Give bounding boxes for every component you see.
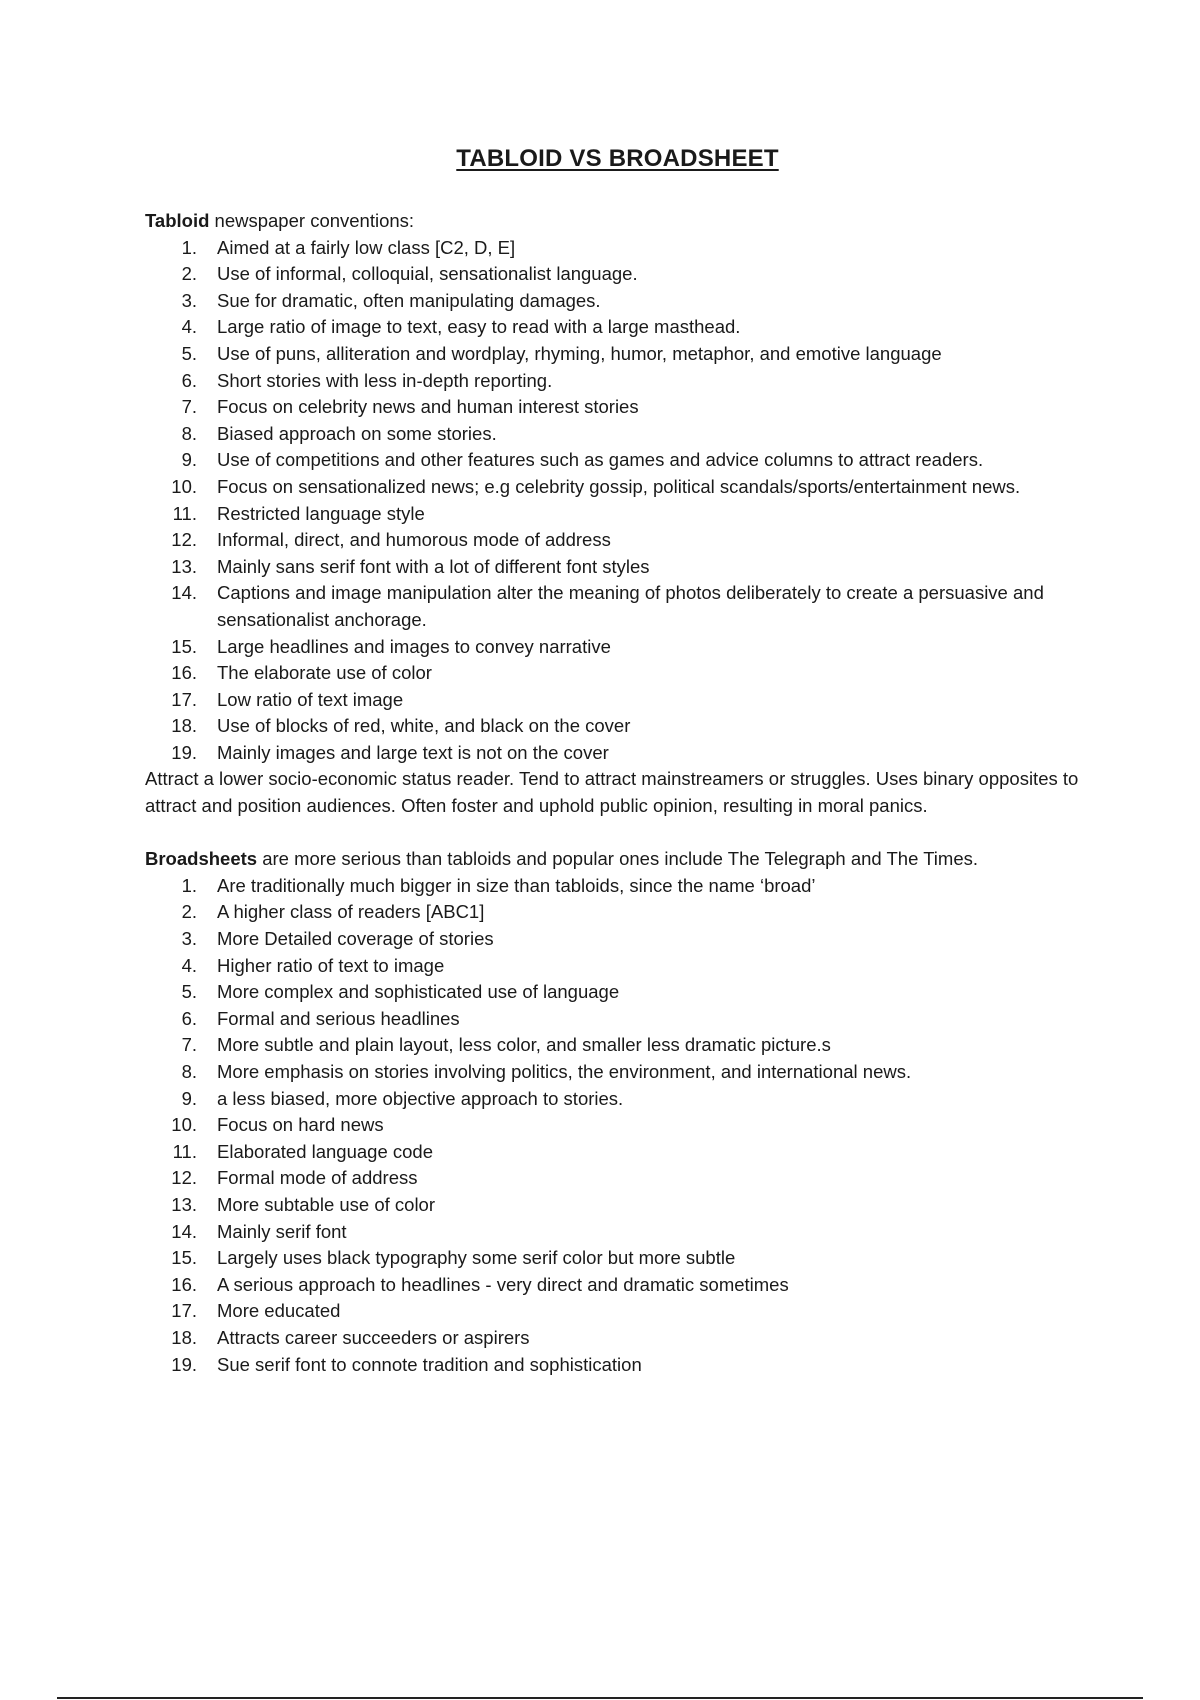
list-text: Use of competitions and other features such as games and advice columns to attract readers. [217, 449, 984, 471]
list-text: Use of blocks of red, white, and black on the cover [217, 715, 631, 737]
list-item [145, 1059, 1105, 1086]
list-number: 12. [171, 1167, 197, 1189]
list-item [145, 527, 1105, 554]
list-text: Elaborated language code [217, 1140, 434, 1162]
list-number: 6. [181, 1007, 197, 1029]
list-item [145, 474, 1105, 501]
list-number: 11. [172, 1140, 197, 1162]
list-item [145, 1165, 1105, 1192]
broadsheet-intro [145, 846, 1105, 873]
list-text: Large ratio of image to text, easy to read with a large masthead. [217, 316, 741, 338]
broadsheet-list [145, 873, 1105, 1378]
list-item [145, 1219, 1105, 1246]
list-text: More educated [217, 1300, 341, 1322]
list-item [145, 394, 1105, 421]
list-text: More subtable use of color [217, 1193, 436, 1215]
list-text: Informal, direct, and humorous mode of address [217, 529, 611, 551]
list-number: 7. [181, 1034, 197, 1056]
list-text: Aimed at a fairly low class [C2, D, E] [217, 236, 516, 258]
list-number: 12. [171, 529, 197, 551]
list-text: More emphasis on stories involving politics, the environment, and international news. [217, 1061, 912, 1082]
list-text: More subtle and plain layout, less color, and smaller less dramatic picture.s [217, 1034, 831, 1056]
list-item [145, 660, 1105, 687]
list-number: 9. [181, 1087, 197, 1109]
page-title: TABLOID VS BROADSHEET [456, 145, 779, 172]
list-text: Formal and serious headlines [217, 1007, 460, 1029]
list-text: Focus on sensationalized news; e.g celebrity gossip, political scandals/sports/entertainment news. [217, 475, 1021, 497]
list-item [145, 687, 1105, 714]
list-item [145, 1192, 1105, 1219]
list-item [145, 953, 1105, 980]
list-number: 15. [171, 1247, 197, 1269]
list-text: Mainly images and large text is not on the cover [217, 741, 609, 763]
list-number: 2. [181, 263, 197, 285]
list-number: 17. [171, 688, 197, 710]
list-text: Large headlines and images to convey narrative [217, 635, 611, 657]
list-text: Low ratio of text image [217, 688, 404, 710]
list-number: 9. [181, 449, 197, 471]
list-item [145, 341, 1105, 368]
list-number: 10. [171, 475, 197, 497]
list-text: Sue serif font to connote tradition and sophistication [217, 1353, 642, 1375]
list-text: Biased approach on some stories. [217, 422, 497, 444]
list-item [145, 926, 1105, 953]
list-number: 18. [171, 715, 197, 737]
list-text: Are traditionally much bigger in size than tabloids, since the name ‘broad’ [217, 874, 816, 896]
list-text: Captions and image manipulation alter the meaning of photos deliberately to create a persuasive and sensationalist anchorage. [217, 582, 1044, 630]
list-text: Mainly serif font [217, 1220, 347, 1242]
list-number: 13. [171, 555, 197, 577]
list-item [145, 1112, 1105, 1139]
list-number: 16. [171, 662, 197, 684]
footer-divider [57, 1697, 1143, 1699]
broadsheet-intro-bold: Broadsheets [145, 848, 258, 870]
list-item [145, 1086, 1105, 1113]
list-number: 7. [181, 396, 197, 418]
list-item [145, 1006, 1105, 1033]
list-item [145, 873, 1105, 900]
list-number: 14. [171, 582, 197, 604]
tabloid-list [145, 235, 1105, 767]
list-text: Short stories with less in-depth reporting. [217, 369, 553, 391]
list-number: 19. [171, 1353, 197, 1375]
list-number: 2. [181, 901, 197, 923]
tabloid-intro [145, 208, 1105, 235]
list-number: 17. [171, 1300, 197, 1322]
list-item [145, 261, 1105, 288]
list-number: 3. [181, 928, 197, 950]
list-item [145, 634, 1105, 661]
list-number: 14. [171, 1220, 197, 1242]
list-number: 5. [181, 342, 197, 364]
list-number: 4. [181, 954, 197, 976]
list-text: Focus on celebrity news and human interest stories [217, 396, 639, 418]
list-text: Formal mode of address [217, 1167, 418, 1189]
list-item [145, 288, 1105, 315]
list-item [145, 314, 1105, 341]
list-item [145, 740, 1105, 767]
tabloid-summary: Attract a lower socio-economic status reader. Tend to attract mainstreamers or struggles. Uses binary opposites to attract and position audiences. Often foster and uphold public opinion, resulting in moral panics. [145, 768, 1079, 817]
list-text: Use of informal, colloquial, sensationalist language. [217, 263, 638, 285]
list-item [145, 1298, 1105, 1325]
list-number: 5. [181, 981, 197, 1003]
broadsheet-intro-rest: are more serious than tabloids and popular ones include The Telegraph and The Times. [257, 848, 979, 870]
list-text: Sue for dramatic, often manipulating damages. [217, 289, 601, 311]
list-text: Restricted language style [217, 502, 425, 524]
list-text: Use of puns, alliteration and wordplay, rhyming, humor, metaphor, and emotive language [217, 342, 942, 364]
list-item [145, 368, 1105, 395]
list-number: 6. [181, 369, 197, 391]
list-item [145, 554, 1105, 581]
list-text: Attracts career succeeders or aspirers [217, 1326, 530, 1348]
list-number: 8. [181, 422, 197, 444]
list-text: More Detailed coverage of stories [217, 928, 494, 950]
list-item [145, 235, 1105, 262]
document-body [145, 208, 1105, 1378]
list-text: More complex and sophisticated use of language [217, 981, 620, 1003]
tabloid-intro-rest: newspaper conventions: [209, 210, 415, 231]
list-text: A serious approach to headlines - very direct and dramatic sometimes [217, 1273, 789, 1295]
list-number: 10. [171, 1114, 197, 1136]
list-item [145, 1352, 1105, 1379]
list-text: Higher ratio of text to image [217, 954, 445, 976]
list-number: 18. [171, 1326, 197, 1348]
list-text: The elaborate use of color [217, 662, 432, 684]
list-item [145, 1272, 1105, 1299]
list-number: 19. [171, 741, 197, 763]
list-number: 1. [181, 874, 197, 896]
list-item [145, 580, 1105, 633]
list-text: Mainly sans serif font with a lot of different font styles [217, 555, 650, 577]
list-item [145, 1139, 1105, 1166]
list-text: A higher class of readers [ABC1] [217, 901, 485, 923]
list-item [145, 713, 1105, 740]
list-number: 8. [181, 1061, 197, 1082]
list-item [145, 1245, 1105, 1272]
list-item [145, 1325, 1105, 1352]
list-text: Largely uses black typography some serif color but more subtle [217, 1247, 736, 1269]
list-item [145, 501, 1105, 528]
list-number: 15. [171, 635, 197, 657]
list-number: 16. [171, 1273, 197, 1295]
list-text: a less biased, more objective approach to stories. [217, 1087, 624, 1109]
list-number: 4. [181, 316, 197, 338]
list-number: 11. [172, 502, 197, 524]
list-item [145, 421, 1105, 448]
list-item [145, 1032, 1105, 1059]
list-item [145, 899, 1105, 926]
list-number: 1. [181, 236, 197, 258]
tabloid-intro-bold: Tabloid [145, 210, 210, 231]
list-item [145, 979, 1105, 1006]
section-spacer [145, 820, 1105, 847]
list-item [145, 447, 1105, 474]
list-number: 13. [171, 1193, 197, 1215]
list-text: Focus on hard news [217, 1114, 384, 1136]
list-number: 3. [181, 289, 197, 311]
